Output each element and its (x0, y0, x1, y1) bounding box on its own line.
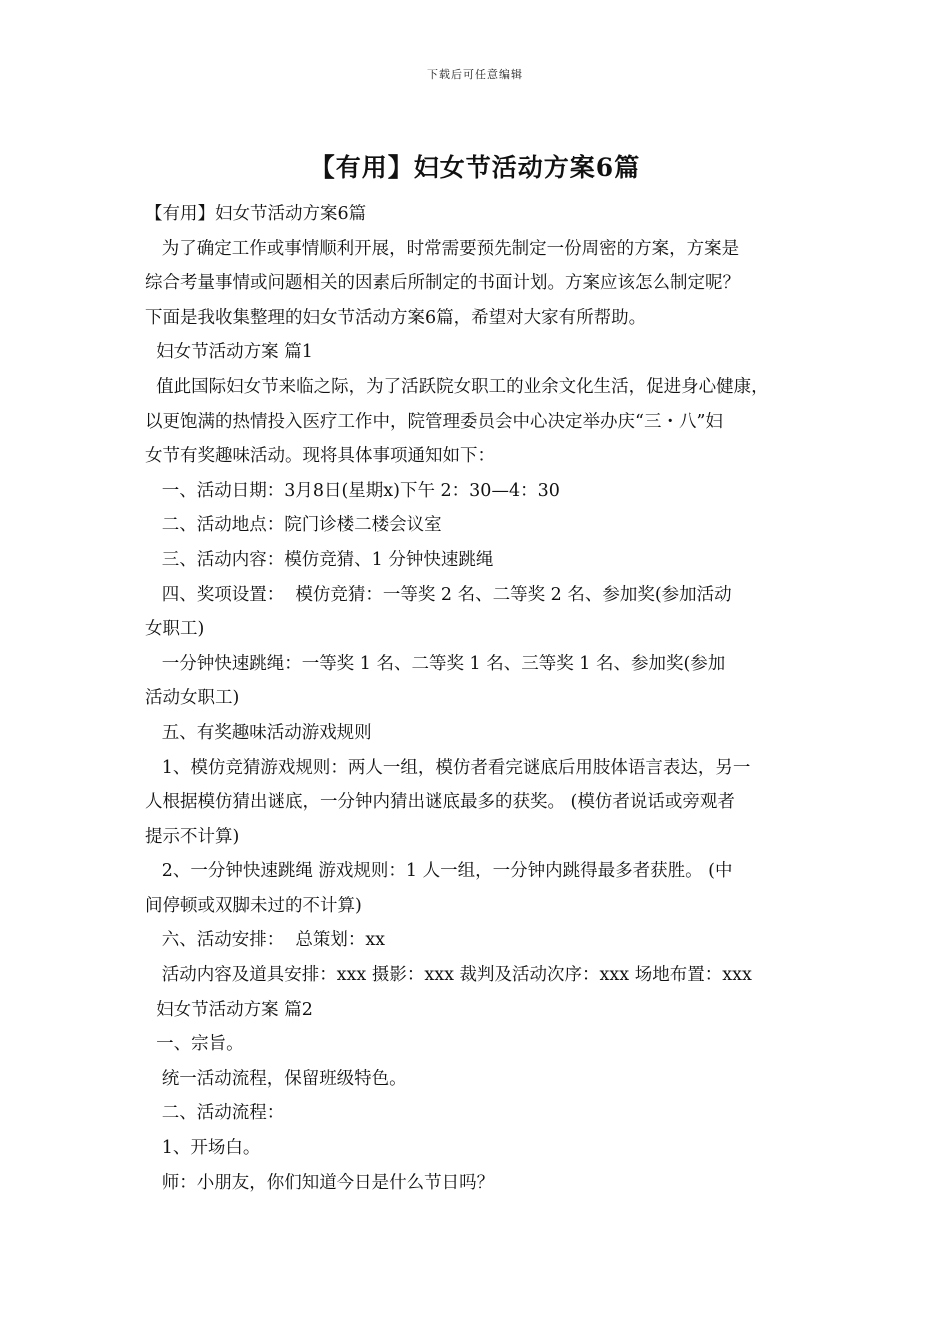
paragraph-line: 间停顿或双脚未过的不计算) (145, 895, 362, 916)
paragraph-line: 值此国际妇女节来临之际，为了活跃院女职工的业余文化生活，促进身心健康， (145, 376, 769, 397)
document-title: 【有用】妇女节活动方案6篇 (309, 153, 641, 182)
paragraph-line: 一分钟快速跳绳：一等奖 1 名、二等奖 1 名、三等奖 1 名、参加奖(参加 (145, 653, 726, 674)
paragraph-line: 六、活动安排： 总策划：xx (145, 930, 386, 951)
paragraph-line: 活动内容及道具安排：xxx 摄影：xxx 裁判及活动次序：xxx 场地布置：xxx (145, 965, 752, 986)
paragraph-line: 下面是我收集整理的妇女节活动方案6篇，希望对大家有所帮助。 (145, 307, 647, 328)
paragraph-line: 【有用】妇女节活动方案6篇 (145, 204, 367, 224)
document-body (145, 197, 815, 1200)
section-heading: 妇女节活动方案 篇2 (145, 999, 313, 1020)
paragraph-line: 一、宗旨。 (145, 1034, 244, 1055)
paragraph-line: 为了确定工作或事情顺利开展，时常需要预先制定一份周密的方案，方案是 (145, 238, 740, 259)
paragraph-line: 1、模仿竞猜游戏规则：两人一组，模仿者看完谜底后用肢体语言表达，另一 (145, 757, 751, 778)
paragraph-line: 师：小朋友，你们知道今日是什么节日吗？ (145, 1172, 495, 1193)
paragraph-line: 二、活动流程： (145, 1103, 285, 1124)
paragraph-line: 二、活动地点：院门诊楼二楼会议室 (145, 515, 442, 536)
paragraph-line: 一、活动日期：3月8日(星期x)下午 2：30—4：30 (145, 480, 560, 501)
paragraph-line: 三、活动内容：模仿竞猜、1 分钟快速跳绳 (145, 549, 494, 570)
paragraph-line: 以更饱满的热情投入医疗工作中，院管理委员会中心决定举办庆“三・八”妇 (145, 411, 723, 432)
paragraph-line: 提示不计算) (145, 826, 240, 847)
paragraph-line: 四、奖项设置： 模仿竞猜：一等奖 2 名、二等奖 2 名、参加奖(参加活动 (145, 584, 732, 605)
paragraph-line: 女职工) (145, 619, 205, 640)
paragraph-line: 统一活动流程，保留班级特色。 (145, 1068, 407, 1089)
paragraph-line: 2、一分钟快速跳绳 游戏规则：1 人一组，一分钟内跳得最多者获胜。 (中 (145, 861, 733, 882)
paragraph-line: 女节有奖趣味活动。现将具体事项通知如下： (145, 446, 495, 467)
paragraph-line: 1、开场白。 (145, 1138, 261, 1159)
paragraph-line: 综合考量事情或问题相关的因素后所制定的书面计划。方案应该怎么制定呢？ (145, 273, 740, 294)
paragraph-line: 人根据模仿猜出谜底，一分钟内猜出谜底最多的获奖。 (模仿者说话或旁观者 (145, 792, 735, 813)
header-note: 下载后可任意编辑 (427, 68, 523, 81)
paragraph-line: 活动女职工) (145, 688, 240, 709)
paragraph-line: 五、有奖趣味活动游戏规则 (145, 722, 372, 743)
section-heading: 妇女节活动方案 篇1 (145, 342, 313, 363)
